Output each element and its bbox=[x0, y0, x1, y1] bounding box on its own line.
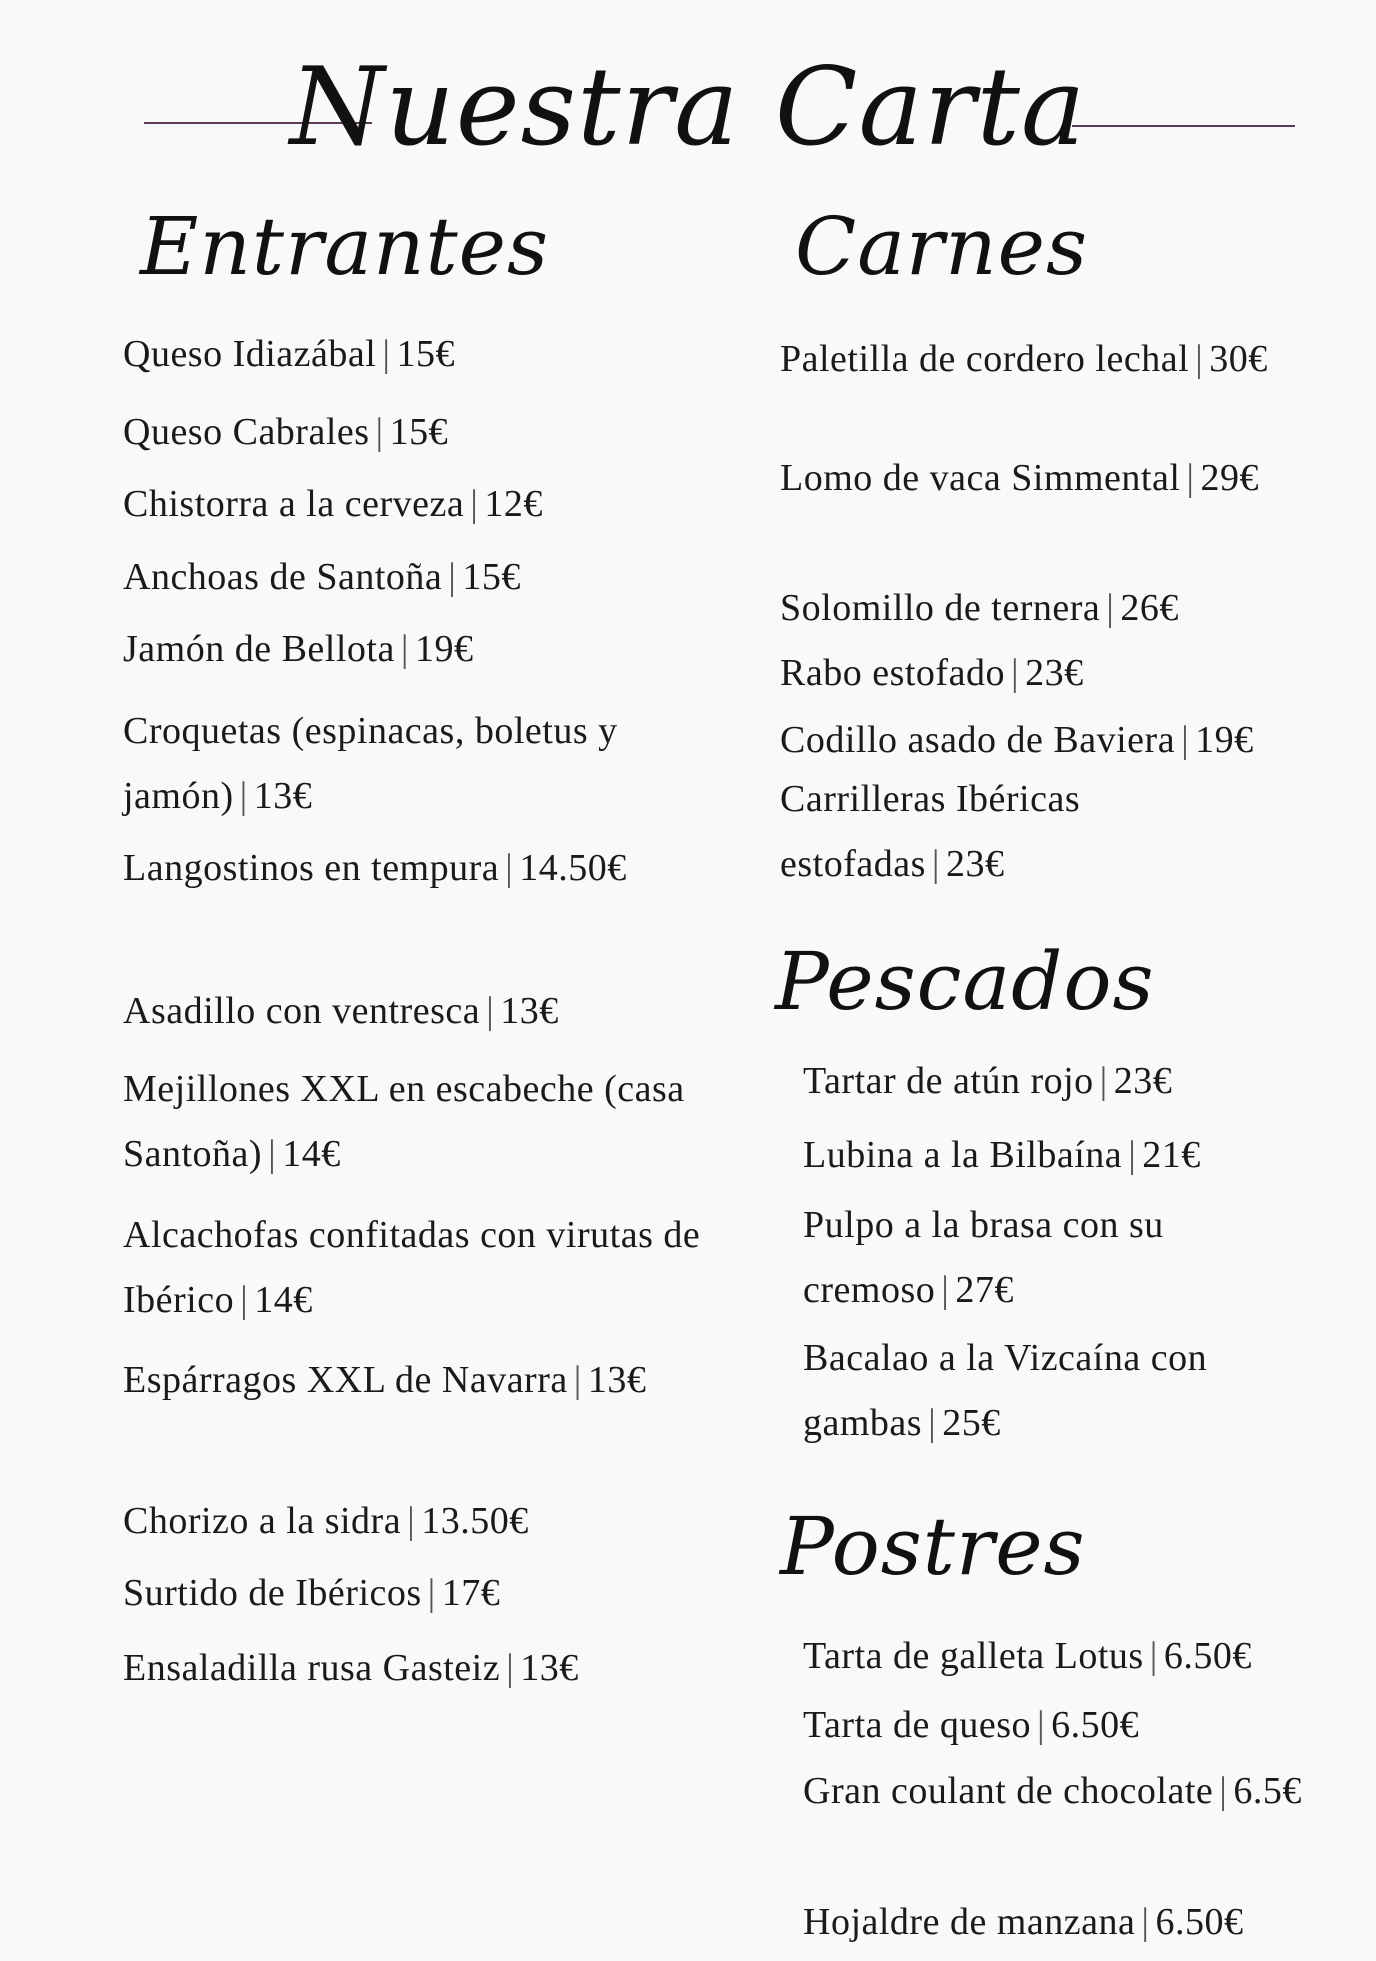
menu-item-name: Ensaladilla rusa Gasteiz bbox=[123, 1647, 501, 1689]
menu-item-pescados bbox=[803, 1326, 1273, 1456]
menu-item-name: Pulpo a la brasa con su cremoso bbox=[803, 1204, 1164, 1311]
menu-item-name: Carrilleras Ibéricas estofadas bbox=[780, 778, 1081, 885]
separator: | bbox=[1149, 1635, 1158, 1677]
menu-item-price: 6.50€ bbox=[1155, 1901, 1244, 1943]
menu-item-name: Mejillones XXL en escabeche (casa Santoña) bbox=[123, 1068, 685, 1175]
separator: | bbox=[448, 556, 457, 598]
menu-item-carnes bbox=[780, 641, 1310, 706]
separator: | bbox=[931, 843, 940, 885]
menu-item-price: 21€ bbox=[1142, 1134, 1201, 1176]
menu-item-name: Paletilla de cordero lechal bbox=[780, 338, 1190, 380]
menu-item-entrantes bbox=[123, 1636, 743, 1701]
menu-item-entrantes bbox=[123, 1057, 743, 1187]
menu-item-price: 15€ bbox=[396, 333, 455, 375]
menu-item-price: 12€ bbox=[484, 483, 543, 525]
separator: | bbox=[382, 333, 391, 375]
menu-item-price: 13€ bbox=[500, 990, 559, 1032]
separator: | bbox=[1037, 1704, 1046, 1746]
menu-item-postres bbox=[803, 1693, 1323, 1758]
section-heading-pescados: Pescados bbox=[775, 935, 1155, 1028]
menu-item-entrantes bbox=[123, 1561, 743, 1626]
menu-item-name: Queso Idiazábal bbox=[123, 333, 377, 375]
separator: | bbox=[1219, 1770, 1228, 1812]
menu-item-postres bbox=[803, 1759, 1323, 1824]
separator: | bbox=[573, 1359, 582, 1401]
menu-item-entrantes bbox=[123, 1348, 743, 1413]
menu-item-entrantes bbox=[123, 1489, 743, 1554]
separator: | bbox=[268, 1133, 277, 1175]
menu-item-name: Queso Cabrales bbox=[123, 411, 370, 453]
menu-item-name: Surtido de Ibéricos bbox=[123, 1572, 422, 1614]
menu-item-price: 13€ bbox=[587, 1359, 647, 1401]
separator: | bbox=[470, 483, 479, 525]
separator: | bbox=[239, 775, 248, 817]
menu-item-pescados bbox=[803, 1049, 1273, 1114]
separator: | bbox=[407, 1500, 416, 1542]
menu-item-price: 6.50€ bbox=[1051, 1704, 1140, 1746]
menu-item-price: 25€ bbox=[942, 1402, 1001, 1444]
separator: | bbox=[1141, 1901, 1150, 1943]
separator: | bbox=[505, 847, 514, 889]
menu-item-price: 6.50€ bbox=[1163, 1635, 1252, 1677]
section-heading-entrantes: Entrantes bbox=[140, 200, 550, 293]
menu-item-price: 14.50€ bbox=[519, 847, 627, 889]
menu-item-entrantes bbox=[123, 322, 743, 387]
menu-item-entrantes bbox=[123, 545, 743, 610]
separator: | bbox=[375, 411, 384, 453]
separator: | bbox=[1186, 457, 1195, 499]
separator: | bbox=[1099, 1060, 1108, 1102]
menu-item-price: 15€ bbox=[389, 411, 449, 453]
menu-item-entrantes bbox=[123, 979, 743, 1044]
menu-item-pescados bbox=[803, 1123, 1273, 1188]
menu-item-price: 14€ bbox=[254, 1279, 313, 1321]
section-heading-postres: Postres bbox=[780, 1500, 1086, 1593]
separator: | bbox=[486, 990, 495, 1032]
menu-item-name: Chistorra a la cerveza bbox=[123, 483, 465, 525]
menu-item-name: Jamón de Bellota bbox=[123, 628, 395, 670]
menu-item-name: Espárragos XXL de Navarra bbox=[123, 1359, 568, 1401]
menu-item-name: Croquetas (espinacas, boletus y jamón) bbox=[123, 710, 618, 817]
menu-item-carnes bbox=[780, 327, 1310, 392]
menu-item-price: 15€ bbox=[462, 556, 521, 598]
menu-item-name: Lomo de vaca Simmental bbox=[780, 457, 1181, 499]
separator: | bbox=[941, 1269, 950, 1311]
separator: | bbox=[1181, 719, 1190, 761]
menu-item-name: Chorizo a la sidra bbox=[123, 1500, 402, 1542]
menu-item-entrantes bbox=[123, 836, 743, 901]
menu-item-name: Codillo asado de Baviera bbox=[780, 719, 1176, 761]
menu-item-name: Solomillo de ternera bbox=[780, 587, 1101, 629]
menu-item-name: Hojaldre de manzana bbox=[803, 1901, 1136, 1943]
menu-item-price: 19€ bbox=[1195, 719, 1254, 761]
separator: | bbox=[506, 1647, 515, 1689]
menu-item-name: Bacalao a la Vizcaína con gambas bbox=[803, 1337, 1208, 1444]
menu-item-name: Asadillo con ventresca bbox=[123, 990, 481, 1032]
separator: | bbox=[928, 1402, 937, 1444]
menu-item-entrantes bbox=[123, 472, 743, 537]
menu-item-price: 29€ bbox=[1200, 457, 1259, 499]
section-heading-carnes: Carnes bbox=[795, 200, 1089, 293]
menu-item-name: Langostinos en tempura bbox=[123, 847, 500, 889]
separator: | bbox=[1106, 587, 1115, 629]
menu-item-price: 27€ bbox=[955, 1269, 1014, 1311]
menu-item-entrantes bbox=[123, 699, 743, 829]
menu-item-price: 23€ bbox=[1113, 1060, 1173, 1102]
separator: | bbox=[1010, 652, 1020, 694]
menu-item-price: 13€ bbox=[253, 775, 313, 817]
page-title: Nuestra Carta bbox=[289, 45, 1087, 170]
menu-item-name: Anchoas de Santoña bbox=[123, 556, 443, 598]
menu-item-carnes bbox=[780, 446, 1310, 511]
menu-item-name: Rabo estofado bbox=[780, 652, 1005, 694]
menu-item-price: 6.5€ bbox=[1233, 1770, 1302, 1812]
separator: | bbox=[1128, 1134, 1137, 1176]
menu-item-carnes bbox=[780, 576, 1310, 641]
menu-item-price: 17€ bbox=[441, 1572, 501, 1614]
menu-item-price: 23€ bbox=[1025, 652, 1084, 694]
separator: | bbox=[400, 628, 409, 670]
menu-item-price: 14€ bbox=[282, 1133, 341, 1175]
menu-item-name: Tarta de galleta Lotus bbox=[803, 1635, 1144, 1677]
menu-item-name: Tarta de queso bbox=[803, 1704, 1032, 1746]
menu-item-carnes bbox=[780, 767, 1310, 897]
menu-item-price: 30€ bbox=[1209, 338, 1268, 380]
menu-item-postres bbox=[803, 1890, 1323, 1955]
menu-item-name: Lubina a la Bilbaína bbox=[803, 1134, 1123, 1176]
menu-item-price: 19€ bbox=[414, 628, 474, 670]
menu-item-name: Gran coulant de chocolate bbox=[803, 1770, 1214, 1812]
menu-item-price: 13€ bbox=[520, 1647, 579, 1689]
menu-item-name: Tartar de atún rojo bbox=[803, 1060, 1094, 1102]
menu-item-entrantes bbox=[123, 617, 743, 682]
menu-item-entrantes bbox=[123, 400, 743, 465]
menu-item-name: Alcachofas confitadas con virutas de Ibérico bbox=[123, 1214, 701, 1321]
menu-item-entrantes bbox=[123, 1203, 743, 1333]
menu-item-pescados bbox=[803, 1193, 1273, 1323]
separator: | bbox=[1195, 338, 1204, 380]
separator: | bbox=[427, 1572, 436, 1614]
menu-item-price: 26€ bbox=[1120, 587, 1179, 629]
menu-item-postres bbox=[803, 1624, 1323, 1689]
separator: | bbox=[240, 1279, 249, 1321]
menu-item-carnes bbox=[780, 708, 1310, 773]
menu-item-price: 13.50€ bbox=[421, 1500, 529, 1542]
menu-item-price: 23€ bbox=[946, 843, 1005, 885]
